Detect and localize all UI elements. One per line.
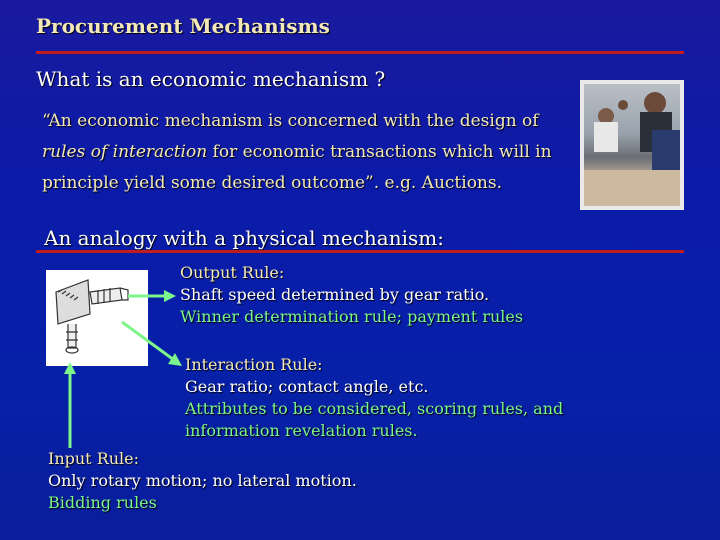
input-rule-economic: Bidding rules [48, 493, 157, 512]
quote-open: “An economic mechanism is concerned with the design of [42, 111, 539, 131]
interaction-rule-economic-2: information revelation rules. [185, 421, 418, 440]
output-rule-physical: Shaft speed determined by gear ratio. [180, 285, 490, 304]
interaction-rule-economic-1: Attributes to be considered, scoring rules, and [185, 399, 564, 418]
interaction-rule [185, 354, 563, 442]
input-rule [48, 448, 357, 514]
quote-emphasis: rules of interaction [42, 142, 208, 162]
output-rule-label: Output Rule: [180, 263, 285, 282]
question-heading: What is an economic mechanism ? [36, 67, 386, 91]
analogy-heading: An analogy with a physical mechanism: [44, 226, 444, 250]
slide-title: Procurement Mechanisms [36, 14, 330, 38]
interaction-rule-physical: Gear ratio; contact angle, etc. [185, 377, 429, 396]
interaction-arrow [122, 322, 174, 360]
input-rule-label: Input Rule: [48, 449, 140, 468]
input-rule-physical: Only rotary motion; no lateral motion. [48, 471, 357, 490]
quote-middle: for economic transactions which will in principle yield some desired outcome”. e.g. Auctions. [42, 142, 552, 193]
output-rule-economic: Winner determination rule; payment rules [180, 307, 524, 326]
interaction-rule-label: Interaction Rule: [185, 355, 323, 374]
output-rule [180, 262, 523, 328]
